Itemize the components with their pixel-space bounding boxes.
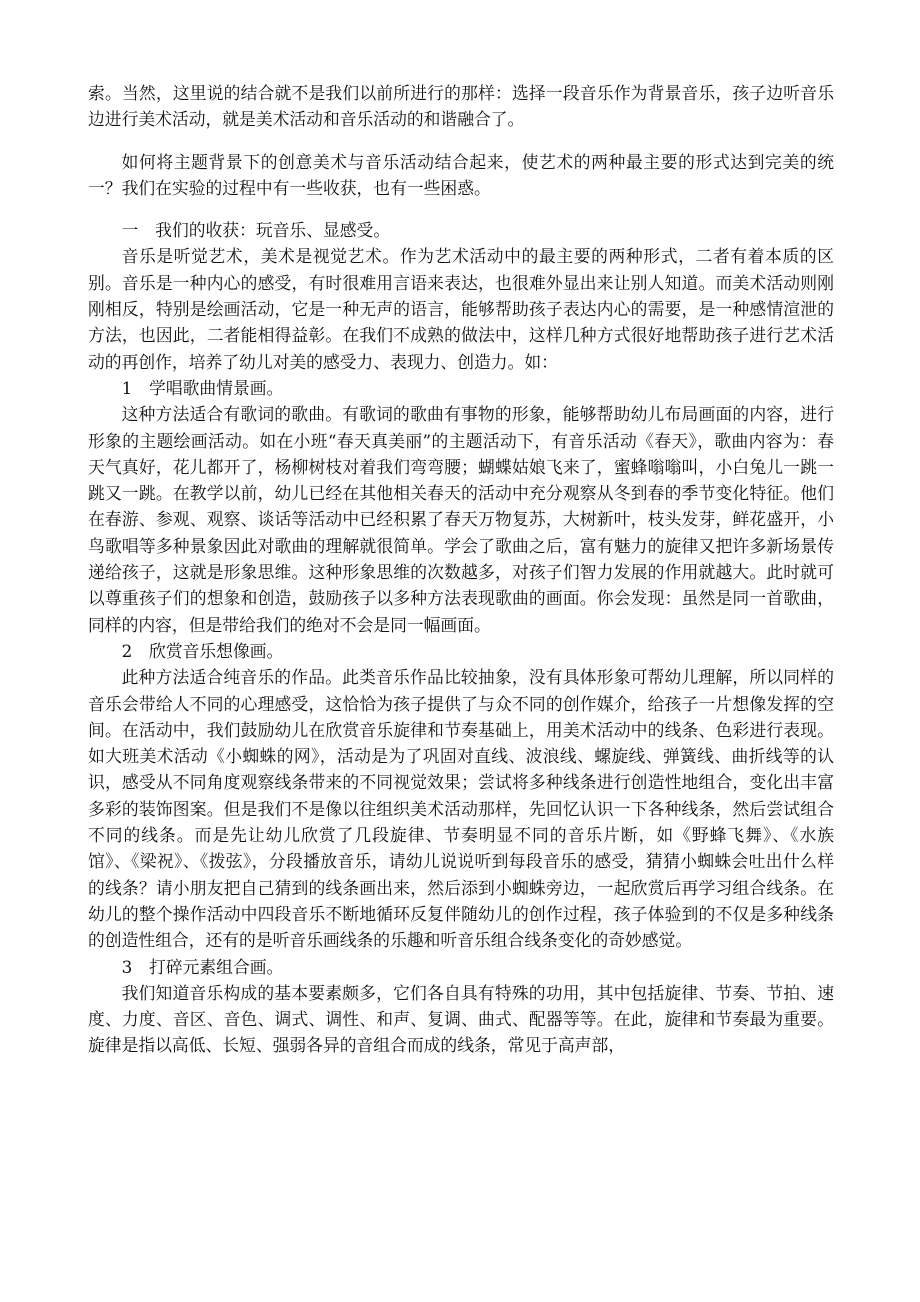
paragraph-method-1: 这种方法适合有歌词的歌曲。有歌词的歌曲有事物的形象，能够帮助幼儿布局画面的内容，进行形象的主题绘画活动。如在小班“春天真美丽”的主题活动下，有音乐活动《春天》，歌曲内容为：春天气真好，花儿都开了，杨柳树枝对着我们弯弯腰；蝴蝶姑娘飞来了，蜜蜂嗡嗡叫，小白兔儿一跳一跳又一跳。在教学以前，幼儿已经在其他相关春天的活动中充分观察从冬到春的季节变化特征。他们在春游、参观、观察、谈话等活动中已经积累了春天万物复苏，大树新叶，枝头发芽，鲜花盛开，小鸟歌唱等多种景象因此对歌曲的理解就很简单。学会了歌曲之后，富有魅力的旋律又把许多新场景传递给孩子，这就是形象思维。这种形象思维的次数越多，对孩子们智力发展的作用就越大。此时就可以尊重孩子们的想象和创造，鼓励孩子以多种方法表现歌曲的画面。你会发现：虽然是同一首歌曲，同样的内容，但是带给我们的绝对不会是同一幅画面。 [88,404,834,635]
paragraph-music-vs-art: 音乐是听觉艺术，美术是视觉艺术。作为艺术活动中的最主要的两种形式，二者有着本质的区别。音乐是一种内心的感受，有时很难用言语来表达，也很难外显出来让别人知道。而美术活动则刚刚相反，特别是绘画活动，它是一种无声的语言，能够帮助孩子表达内心的需要，是一种感情渲泄的方法，也因此，二者能相得益彰。在我们不成熟的做法中，这样几种方式很好地帮助孩子进行艺术活动的再创作，培养了幼儿对美的感受力、表现力、创造力。如： [88,246,834,372]
subheading-1: 1 学唱歌曲情景画。 [121,377,284,398]
paragraph-intro-question: 如何将主题背景下的创意美术与音乐活动结合起来，使艺术的两种最主要的形式达到完美的统一？我们在实验的过程中有一些收获，也有一些困惑。 [88,151,834,198]
document-body [88,80,834,1059]
paragraph-method-3: 我们知道音乐构成的基本要素颇多，它们各自具有特殊的功用，其中包括旋律、节奏、节拍、速度、力度、音区、音色、调式、调性、和声、复调、曲式、配器等等。在此，旋律和节奏最为重要。旋律是指以高低、长短、强弱各异的音组合而成的线条，常见于高声部， [88,982,834,1056]
section-heading-gains: 一 我们的收获：玩音乐、显感受。 [121,220,391,241]
paragraph-method-2: 此种方法适合纯音乐的作品。此类音乐作品比较抽象，没有具体形象可帮幼儿理解，所以同样的音乐会带给人不同的心理感受，这恰恰为孩子提供了与众不同的创作媒介，给孩子一片想像发挥的空间。在活动中，我们鼓励幼儿在欣赏音乐旋律和节奏基础上，用美术活动中的线条、色彩进行表现。如大班美术活动《小蜘蛛的网》，活动是为了巩固对直线、波浪线、螺旋线、弹簧线、曲折线等的认识，感受从不同角度观察线条带来的不同视觉效果；尝试将多种线条进行创造性地组合，变化出丰富多彩的装饰图案。但是我们不是像以往组织美术活动那样，先回忆认识一下各种线条，然后尝试组合不同的线条。而是先让幼儿欣赏了几段旋律、节奏明显不同的音乐片断，如《野蜂飞舞》、《水族馆》、《梁祝》、《拨弦》，分段播放音乐，请幼儿说说听到每段音乐的感受，猜猜小蜘蛛会吐出什么样的线条？请小朋友把自己猜到的线条画出来，然后添到小蜘蛛旁边，一起欣赏后再学习组合线条。在幼儿的整个操作活动中四段音乐不断地循环反复伴随幼儿的创作过程，孩子体验到的不仅是多种线条的创造性组合，还有的是听音乐画线条的乐趣和听音乐组合线条变化的奇妙感觉。 [88,667,834,951]
subheading-3: 3 打碎元素组合画。 [121,956,284,977]
subheading-2: 2 欣赏音乐想像画。 [121,640,284,661]
paragraph-continuation: 索。当然，这里说的结合就不是我们以前所进行的那样：选择一段音乐作为背景音乐，孩子边听音乐边进行美术活动，就是美术活动和音乐活动的和谐融合了。 [88,83,834,130]
